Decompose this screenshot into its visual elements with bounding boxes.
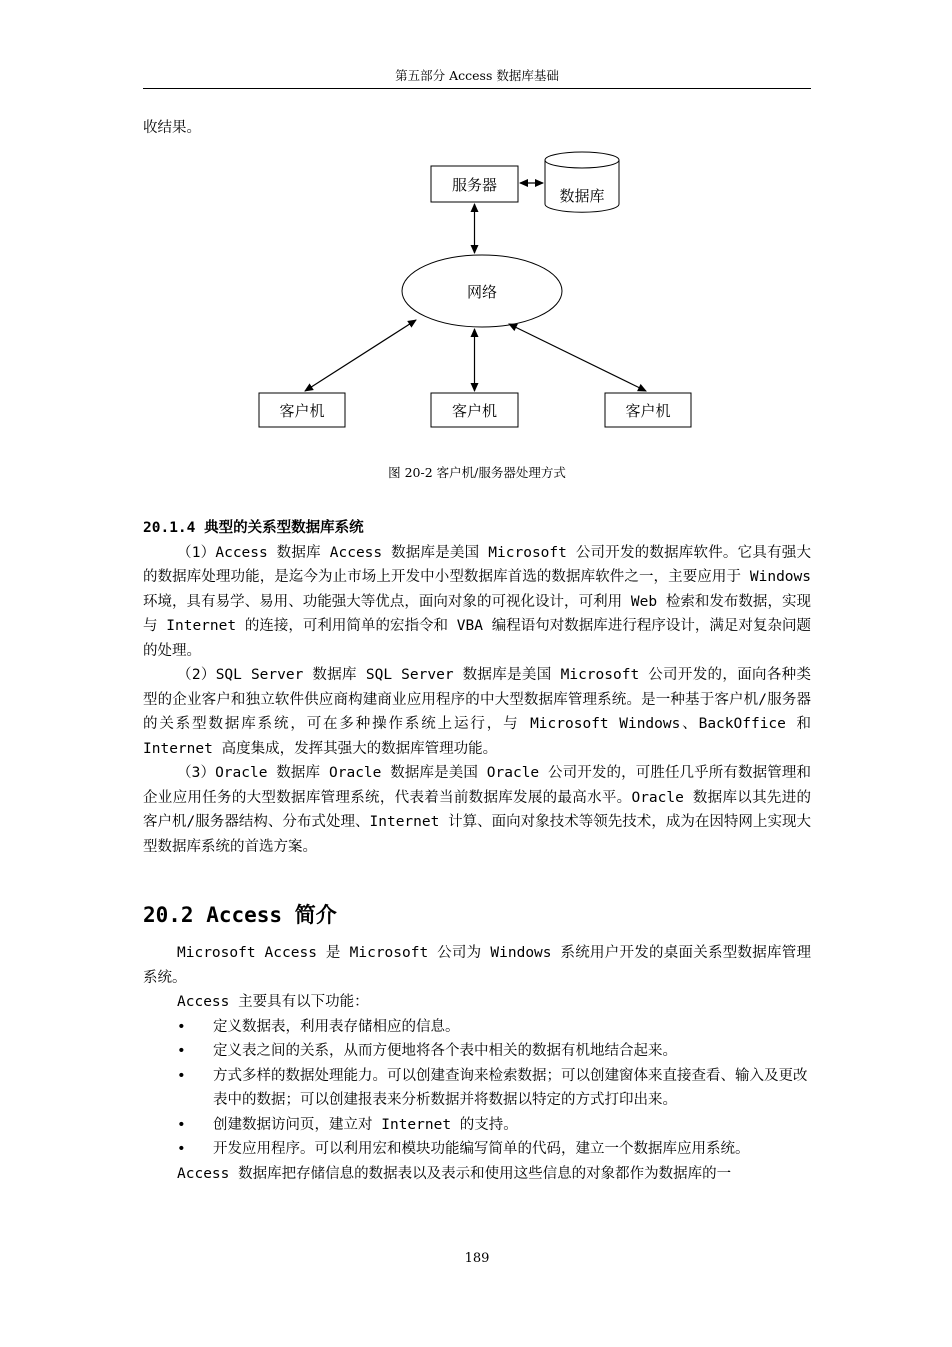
database-node	[545, 152, 619, 212]
client-node-left	[259, 393, 345, 427]
bullet-icon: •	[177, 1116, 186, 1133]
client-node-center	[431, 393, 518, 427]
list-item-text: 开发应用程序。可以利用宏和模块功能编写简单的代码，建立一个数据库应用系统。	[213, 1141, 750, 1157]
list-item	[143, 1015, 811, 1040]
list-item-text: 定义数据表，利用表存储相应的信息。	[213, 1018, 460, 1035]
client-server-diagram	[143, 150, 811, 440]
paragraph-oracle: （3）Oracle 数据库 Oracle 数据库是美国 Oracle 公司开发的，可胜任几乎所有数据管理和企业应用任务的大型数据库管理系统，代表着当前数据库发展的最高水平。Oracle 数据库以其先进的客户机/服务器结构、分布式处理、Internet 计算、面向对象技术等领先技术，成为在因特网上实现大型数据库系统的首选方案。	[143, 765, 811, 855]
network-client-left-arrow	[305, 320, 416, 391]
features-list	[143, 1015, 811, 1162]
intro-text-block	[143, 116, 811, 141]
bullet-icon: •	[177, 1141, 186, 1157]
list-item-text: 定义表之间的关系，从而方便地将各个表中相关的数据有机地结合起来。	[213, 1043, 677, 1059]
section-2014	[143, 516, 811, 859]
section-202-closing: Access 数据库把存储信息的数据表以及表示和使用这些信息的对象都作为数据库的一	[177, 1165, 732, 1182]
list-item	[143, 1137, 811, 1162]
database-label: 数据库	[559, 187, 605, 205]
paragraph-access: （1）Access 数据库 Access 数据库是美国 Microsoft 公司开发的数据库软件。它具有强大的数据库处理功能，是迄今为止市场上开发中小型数据库首选的数据库软件之一，主要应用于 Windows 环境，具有易学、易用、功能强大等优点，面向对象的可视化设计，可利用 Web 检索和发布数据，实现与 Internet 的连接，可利用简单的宏指令和 VBA 编程语句对数据库进行程序设计，满足对复杂问题的处理。	[143, 544, 811, 659]
list-item-text: 方式多样的数据处理能力。可以创建查询来检索数据；可以创建窗体来直接查看、输入及更改表中的数据；可以创建报表来分析数据并将数据以特定的方式打印出来。	[213, 1067, 808, 1108]
server-label: 服务器	[451, 176, 498, 194]
network-node	[402, 255, 562, 327]
running-header: 第五部分 Access 数据库基础	[395, 68, 559, 83]
list-item	[143, 1113, 811, 1138]
section-202-intro: Microsoft Access 是 Microsoft 公司为 Windows 系统用户开发的桌面关系型数据库管理系统。	[143, 945, 811, 986]
page-number: 189	[464, 1251, 490, 1266]
bullet-icon: •	[177, 1067, 186, 1084]
features-lead: Access 主要具有以下功能：	[177, 994, 369, 1010]
list-item	[143, 1064, 811, 1113]
client-node-right	[605, 393, 691, 427]
bullet-icon: •	[177, 1043, 186, 1059]
figure-caption: 图 20-2 客户机/服务器处理方式	[388, 465, 566, 480]
network-label: 网络	[466, 283, 498, 301]
list-item-text: 创建数据访问页，建立对 Internet 的支持。	[213, 1116, 518, 1133]
paragraph-sql-server: （2）SQL Server 数据库 SQL Server 数据库是美国 Microsoft 公司开发的，面向各种类型的企业客户和独立软件供应商构建商业应用程序的中大型数据库管理系统。是一种基于客户机/服务器的关系型数据库系统，可在多种操作系统上运行，与 Microsoft Windows、BackOffice 和 Internet 高度集成，发挥其强大的数据库管理功能。	[143, 667, 811, 757]
section-2014-heading: 20.1.4 典型的关系型数据库系统	[143, 520, 364, 536]
list-item	[143, 1039, 811, 1064]
bullet-icon: •	[177, 1018, 186, 1035]
network-client-right-arrow	[509, 324, 646, 391]
header-rule	[143, 88, 811, 89]
client-label-left: 客户机	[279, 402, 325, 420]
intro-text: 收结果。	[143, 120, 201, 136]
section-202-heading: 20.2 Access 简介	[143, 903, 337, 927]
client-label-center: 客户机	[451, 402, 498, 420]
server-node	[431, 166, 518, 202]
section-202	[143, 941, 811, 1186]
client-label-right: 客户机	[625, 402, 671, 420]
